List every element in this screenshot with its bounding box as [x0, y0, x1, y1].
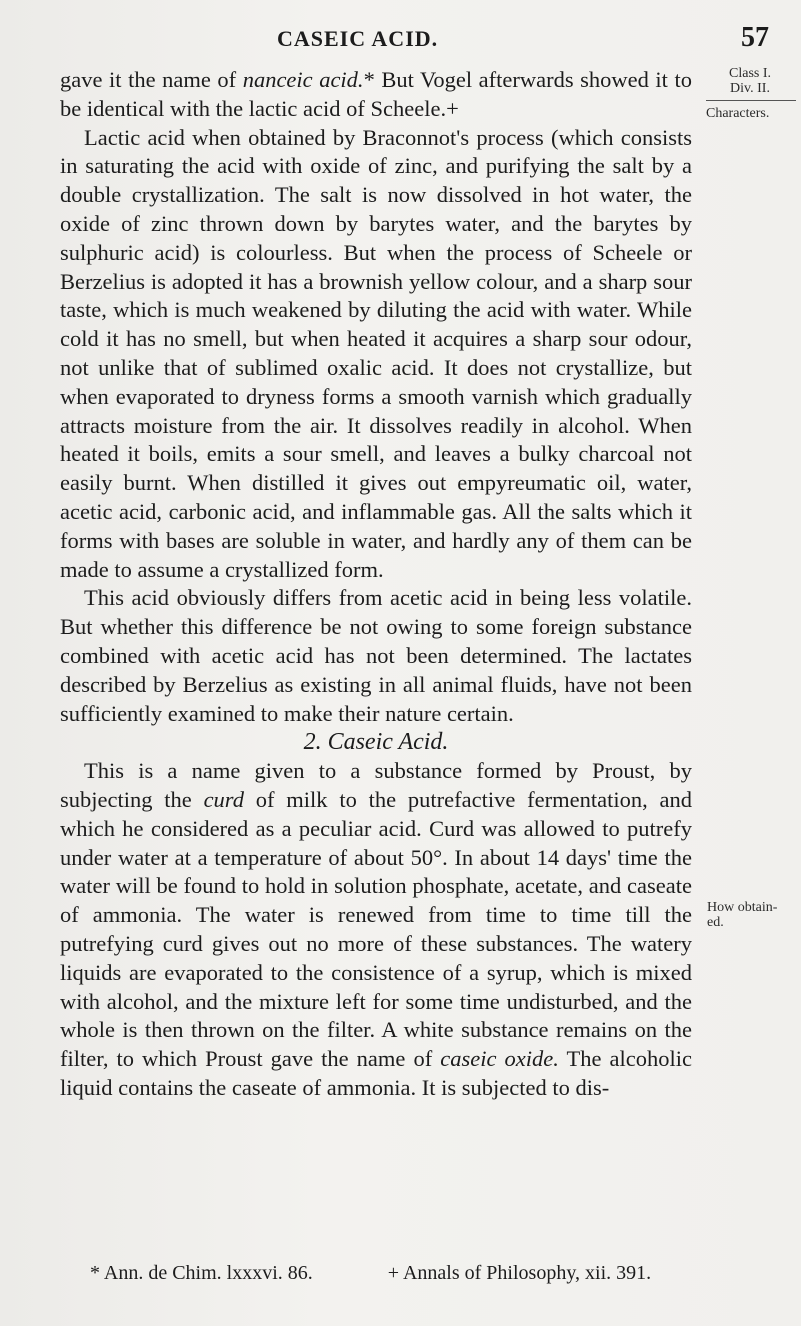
- section-heading: 2. Caseic Acid.: [303, 729, 449, 756]
- body-text: [60, 66, 692, 1103]
- margin-note-divider: [706, 100, 796, 101]
- footnote-2: + Annals of Philosophy, xii. 391.: [387, 1262, 652, 1284]
- margin-note-class: [720, 66, 780, 96]
- margin-note-class-line1: Class I.: [729, 66, 771, 81]
- running-title: CASEIC ACID.: [277, 26, 439, 51]
- margin-note-characters: Characters.: [706, 106, 770, 121]
- paragraph-3: This acid obviously differs from acetic acid in being less volatile. But whether this difference be not owing to some foreign substance combined with acetic acid has not been determined. The lactates described by Berzelius as existing in all animal fluids, have not been sufficiently examined to make their nature certain.: [60, 585, 692, 726]
- margin-note-class-line2: Div. II.: [730, 81, 770, 96]
- footnotes: [90, 1262, 651, 1285]
- margin-note-how-obtained: How obtain-ed.: [707, 900, 778, 930]
- footnote-1: * Ann. de Chim. lxxxvi. 86.: [90, 1262, 313, 1284]
- paragraph-4: This is a name given to a substance formed by Proust, by subjecting the curd of milk to the putrefactive fermentation, and which he considered as a peculiar acid. Curd was allowed to putrefy under water at a temperature of about 50°. In about 14 days' time the water will be found to hold in solution phosphate, acetate, and caseate of ammonia. The water is renewed from time to time till the putrefying curd gives out no more of these substances. The watery liquids are evaporated to the consistence of a syrup, which is mixed with alcohol, and the mixture left for some time undisturbed, and the whole is then thrown on the filter. A white substance remains on the filter, to which Proust gave the name of caseic oxide. The alcoholic liquid contains the caseate of ammonia. It is subjected to dis-: [60, 758, 692, 1100]
- page-header: [0, 22, 801, 52]
- paragraph-2: Lactic acid when obtained by Braconnot's process (which consists in saturating the acid with oxide of zinc, and purifying the salt by a double crystallization. The salt is now dissolved in hot water, the oxide of zinc thrown down by barytes water, and the barytes by sulphuric acid) is colourless. But when the process of Scheele or Berzelius is adopted it has a brownish yellow colour, and a sharp sour taste, which is much weakened by diluting the acid with water. While cold it has no smell, but when heated it acquires a sharp sour odour, not unlike that of sublimed oxalic acid. It does not crystallize, but when evaporated to dryness forms a smooth varnish which gradually attracts moisture from the air. It dissolves readily in alcohol. When heated it boils, emits a sour smell, and leaves a bulky charcoal not easily burnt. When distilled it gives out empyreumatic oil, water, acetic acid, carbonic acid, and inflammable gas. All the salts which it forms with bases are soluble in water, and hardly any of them can be made to assume a crystallized form.: [60, 124, 692, 582]
- page-number: 57: [741, 22, 769, 53]
- paragraph-1: gave it the name of nanceic acid.* But Vogel afterwards showed it to be identical with the lactic acid of Scheele.+: [60, 67, 692, 121]
